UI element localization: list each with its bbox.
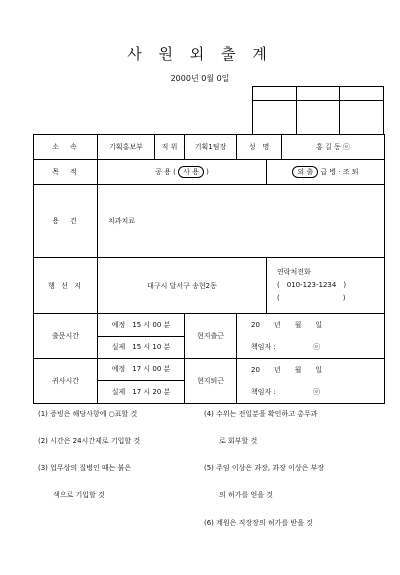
return-actual: 실제 17 시 20 분: [98, 380, 185, 403]
return-time-label: 귀사시간: [34, 359, 98, 404]
approval-cell: [296, 101, 340, 135]
return-site-label: 현지퇴근: [185, 359, 237, 404]
leave-actual: 실제 15 시 10 분: [98, 336, 185, 359]
contact-phone: ( 010-123-1234 ): [277, 281, 347, 289]
task-value: 치과치료: [98, 185, 385, 258]
type-rest: 급 병 · 조 퇴: [320, 168, 359, 176]
affiliation-label: 소 속: [34, 135, 98, 160]
note-item: 의 허가를 얻을 것: [219, 491, 274, 499]
leave-planned: 예정 15 시 00 분: [98, 314, 185, 337]
leave-date-block: [237, 314, 385, 359]
type-options: [267, 160, 385, 185]
purpose-options: 공 용 ( 사 용 ): [98, 160, 267, 185]
task-label: 용 건: [34, 185, 98, 258]
contact-block: [267, 258, 385, 314]
note-item: (6) 계원은 직장장의 허가를 받을 것: [204, 519, 313, 527]
note-item: (4) 수위는 전일분을 확인하고 총무과: [204, 410, 318, 418]
return-manager-line: 책임자 : ⓔ: [251, 388, 321, 396]
purpose-label: 목 적: [34, 160, 98, 185]
approval-stamp-grid: [252, 86, 384, 135]
return-planned: 예정 17 시 00 분: [98, 359, 185, 381]
position-value: 기획1팀장: [185, 135, 237, 160]
position-label: 직 위: [155, 135, 185, 160]
approval-cell: [340, 101, 384, 135]
note-item: 로 회부할 것: [219, 437, 258, 445]
document-title: 사 원 외 출 계: [127, 45, 273, 63]
purpose-public: 공 용: [155, 168, 171, 176]
note-item: (5) 주임 이상은 과장, 과장 이상은 부장: [204, 464, 325, 472]
contact-label: 연락처전화: [277, 268, 311, 276]
leave-site-label: 현지출근: [185, 314, 237, 359]
outing-form-table: [33, 134, 385, 404]
note-item: 색으로 기입할 것: [53, 491, 105, 499]
leave-time-label: 출문시간: [34, 314, 98, 359]
contact-blank: ( ): [277, 294, 346, 302]
purpose-private-circled: 사 용: [178, 166, 204, 178]
document-date: 2000년 0월 0일: [170, 74, 230, 83]
note-item: (1) 증빙은 해당사항에 ○표할 것: [38, 410, 138, 418]
note-item: (3) 업무상의 질병인 때는 붉은: [38, 464, 132, 472]
approval-cell: [253, 87, 297, 101]
affiliation-value: 기획홍보부: [98, 135, 155, 160]
approval-cell: [296, 87, 340, 101]
type-outing-circled: 외 출: [292, 166, 318, 178]
name-value: 홍 길 동 ⓔ: [282, 135, 385, 160]
return-date-line: 20 년 월 일: [251, 366, 323, 374]
leave-date-line: 20 년 월 일: [251, 321, 323, 329]
destination-value: 대구시 달서구 송현2동: [98, 258, 267, 314]
return-date-block: [237, 359, 385, 404]
approval-cell: [340, 87, 384, 101]
leave-manager-line: 책임자 : ⓔ: [251, 343, 321, 351]
name-label: 성 명: [237, 135, 282, 160]
note-item: (2) 시간은 24시간제로 기입할 것: [38, 437, 141, 445]
approval-cell: [253, 101, 297, 135]
destination-label: 행 선 지: [34, 258, 98, 314]
